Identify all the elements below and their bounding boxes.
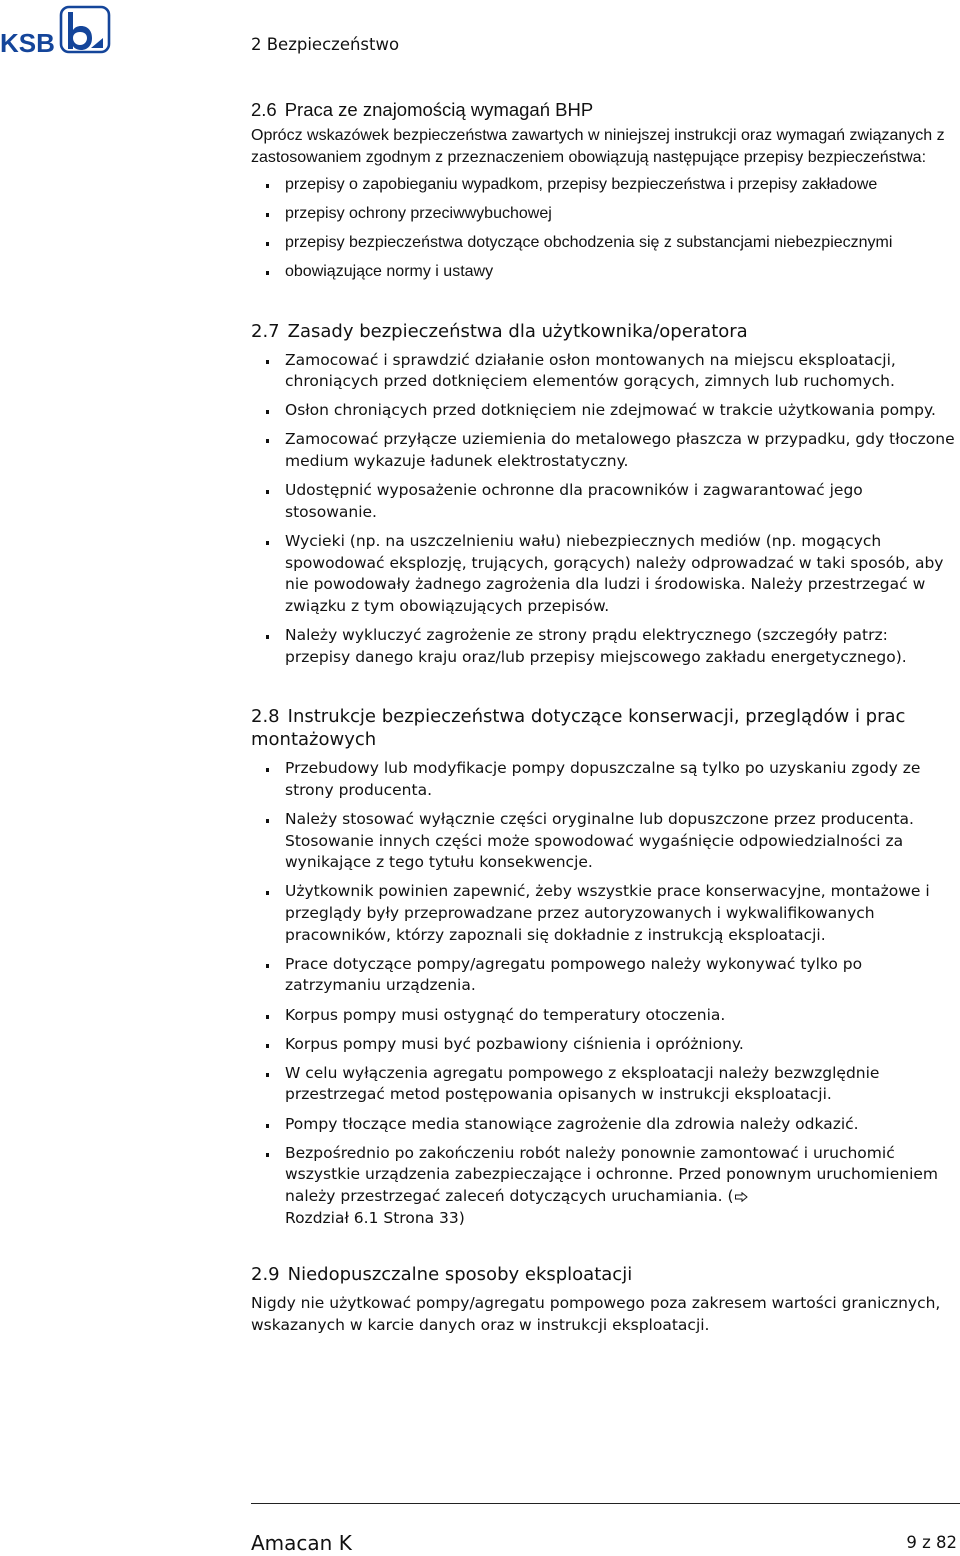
section-intro: Oprócz wskazówek bezpieczeństwa zawartych w niniejszej instrukcji oraz wymagań związanych z zastosowaniem zgodnym z przeznaczeniem obowiązują następujące przepisy bezpieczeństwa:	[251, 127, 945, 166]
list-item: przepisy o zapobieganiu wypadkom, przepisy bezpieczeństwa i przepisy zakładowe	[251, 174, 956, 196]
section-number: 2.9	[251, 1264, 280, 1286]
section-2-6	[251, 98, 956, 283]
chapter-reference-link[interactable]: Rozdział 6.1 Strona 33	[285, 1208, 459, 1227]
arrow-right-icon	[735, 1192, 748, 1202]
section-2-9	[251, 1263, 956, 1336]
list-item: Zamocować przyłącze uziemienia do metalowego płaszcza w przypadku, gdy tłoczone medium wykazuje ładunek elektrostatyczny.	[251, 429, 956, 472]
footer-divider	[251, 1503, 960, 1504]
list-item: Przebudowy lub modyfikacje pompy dopuszczalne są tylko po uzyskaniu zgody ze strony producenta.	[251, 758, 956, 801]
list-item: przepisy bezpieczeństwa dotyczące obchodzenia się z substancjami niebezpiecznymi	[251, 232, 956, 254]
bullet-list	[251, 350, 956, 669]
list-item: Pompy tłoczące media stanowiące zagrożenie dla zdrowia należy odkazić.	[251, 1114, 956, 1136]
list-item: Wycieki (np. na uszczelnieniu wału) niebezpiecznych mediów (np. mogących spowodować eksplozję, trujących, gorących) należy odprowadzać w taki sposób, aby nie powodowały żadnego zagrożenia dla ludzi i środowiska. Należy przestrzegać w związku z tym obowiązujących przepisów.	[251, 531, 956, 617]
section-text: Nigdy nie użytkować pompy/agregatu pompowego poza zakresem wartości granicznych, wskazanych w karcie danych oraz w instrukcji eksploatacji.	[251, 1294, 941, 1334]
list-item: Prace dotyczące pompy/agregatu pompowego należy wykonywać tylko po zatrzymaniu urządzenia.	[251, 954, 956, 997]
list-item: W celu wyłączenia agregatu pompowego z eksploatacji należy bezwzględnie przestrzegać metod postępowania opisanych w instrukcji eksploatacji.	[251, 1063, 956, 1106]
list-item	[251, 1143, 956, 1229]
list-item: Udostępnić wyposażenie ochronne dla pracowników i zagwarantować jego stosowanie.	[251, 480, 956, 523]
product-name: Amacan K	[251, 1531, 352, 1555]
list-item: Należy stosować wyłącznie części oryginalne lub dopuszczone przez producenta. Stosowanie innych części może spowodować wygaśnięcie odpowiedzialności za wynikające z tego tytułu konsekwencje.	[251, 809, 956, 874]
chapter-title: 2 Bezpieczeństwo	[251, 35, 400, 54]
list-item: obowiązujące normy i ustawy	[251, 261, 956, 283]
section-heading	[251, 705, 956, 751]
section-heading	[251, 1263, 956, 1286]
page-number: 9 z 82	[906, 1533, 957, 1552]
section-2-7	[251, 320, 956, 669]
svg-text:KSB: KSB	[0, 28, 55, 54]
list-item: Korpus pompy musi być pozbawiony ciśnienia i opróżniony.	[251, 1034, 956, 1056]
list-item: Osłon chroniących przed dotknięciem nie zdejmować w trakcie użytkowania pompy.	[251, 400, 956, 422]
section-heading	[251, 320, 956, 343]
list-item: Zamocować i sprawdzić działanie osłon montowanych na miejscu eksploatacji, chroniących przed dotknięciem elementów gorących, zimnych lub ruchomych.	[251, 350, 956, 393]
ksb-logo	[0, 4, 112, 54]
section-title: Instrukcje bezpieczeństwa dotyczące konserwacji, przeglądów i prac montażowych	[251, 706, 906, 751]
list-item: przepisy ochrony przeciwwybuchowej	[251, 203, 956, 225]
list-item: Korpus pompy musi ostygnąć do temperatury otoczenia.	[251, 1005, 956, 1027]
section-heading	[251, 98, 956, 121]
section-title: Zasady bezpieczeństwa dla użytkownika/operatora	[287, 320, 748, 342]
bullet-list	[251, 174, 956, 283]
list-item: Należy wykluczyć zagrożenie ze strony prądu elektrycznego (szczegóły patrz: przepisy danego kraju oraz/lub przepisy miejscowego zakładu energetycznego).	[251, 625, 956, 668]
section-2-8	[251, 705, 956, 1229]
list-item: Użytkownik powinien zapewnić, żeby wszystkie prace konserwacyjne, montażowe i przeglądy były przeprowadzane przez autoryzowanych i wykwalifikowanych pracowników, którzy zapoznali się dokładnie z instrukcją eksploatacji.	[251, 881, 956, 946]
section-number: 2.8	[251, 706, 280, 728]
section-title: Niedopuszczalne sposoby eksploatacji	[287, 1264, 633, 1286]
reference-close: )	[458, 1208, 465, 1227]
section-number: 2.7	[251, 320, 280, 342]
section-title: Praca ze znajomością wymagań BHP	[284, 99, 594, 120]
bullet-list	[251, 758, 956, 1229]
section-number: 2.6	[251, 99, 277, 120]
page-content	[251, 98, 956, 1336]
list-item-text: Bezpośrednio po zakończeniu robót należy ponownie zamontować i uruchomić wszystkie urządzenia zabezpieczające i ochronne. Przed ponownym uruchomieniem należy przestrzegać zaleceń dotyczących uruchamiania. (	[285, 1143, 939, 1206]
